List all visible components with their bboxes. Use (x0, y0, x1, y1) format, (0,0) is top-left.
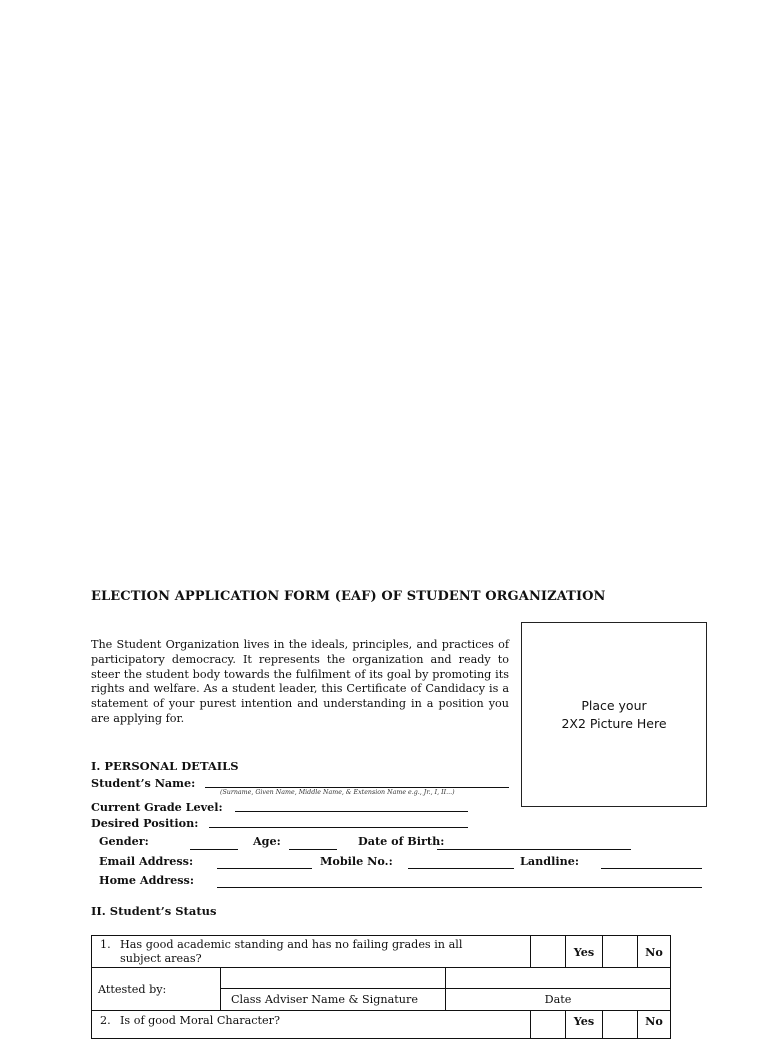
yes-label-1: Yes (566, 936, 603, 968)
status-question-1: 1. Has good academic standing and has no failing grades in all subject areas? (92, 936, 531, 968)
student-name-hint: (Surname, Given Name, Middle Name, & Extension Name e.g., Jr., I, II...) (220, 789, 455, 796)
mobile-field[interactable] (408, 868, 514, 869)
photo-placeholder-line2: 2X2 Picture Here (561, 715, 667, 731)
age-field[interactable] (289, 849, 337, 850)
personal-details-heading: I. PERSONAL DETAILS (91, 759, 239, 773)
no-checkbox-1[interactable] (603, 936, 638, 968)
dob-field[interactable] (437, 849, 631, 850)
yes-checkbox-1[interactable] (531, 936, 566, 968)
landline-field[interactable] (601, 868, 702, 869)
age-label: Age: (253, 834, 281, 848)
gender-field[interactable] (190, 849, 238, 850)
dob-label: Date of Birth: (358, 834, 445, 848)
date-label: Date (446, 989, 671, 1011)
email-label: Email Address: (99, 854, 194, 868)
grade-level-field[interactable] (235, 811, 468, 812)
no-checkbox-2[interactable] (603, 1011, 638, 1039)
student-status-heading: II. Student’s Status (91, 904, 217, 918)
photo-placeholder-line1: Place your (581, 697, 647, 713)
intro-paragraph: The Student Organization lives in the ideals, principles, and practices of participatory democracy. It represents the organization and ready to steer the student body towards the fulfilment of its goal by promoting its rights and welfare. As a student leader, this Certificate of Candidacy is a statement of your purest intention and understanding in a position you are applying for. (91, 638, 509, 725)
student-name-field[interactable] (205, 787, 509, 788)
desired-position-label: Desired Position: (91, 816, 199, 830)
no-label-1: No (638, 936, 671, 968)
email-field[interactable] (217, 868, 312, 869)
attested-by-label: Attested by: (92, 968, 221, 1011)
form-title: ELECTION APPLICATION FORM (EAF) OF STUDENT ORGANIZATION (91, 589, 606, 604)
yes-checkbox-2[interactable] (531, 1011, 566, 1039)
table-row (92, 968, 671, 989)
table-row (92, 936, 671, 968)
yes-label-2: Yes (566, 1011, 603, 1039)
adviser-label: Class Adviser Name & Signature (221, 989, 446, 1011)
adviser-signature-cell[interactable] (221, 968, 446, 989)
photo-placeholder-box (521, 622, 707, 807)
no-label-2: No (638, 1011, 671, 1039)
gender-label: Gender: (99, 834, 149, 848)
table-row (92, 1011, 671, 1039)
student-name-label: Student’s Name: (91, 776, 196, 790)
landline-label: Landline: (520, 854, 579, 868)
grade-level-label: Current Grade Level: (91, 800, 223, 814)
desired-position-field[interactable] (209, 827, 468, 828)
home-address-label: Home Address: (99, 873, 194, 887)
student-status-table (91, 935, 671, 1039)
mobile-label: Mobile No.: (320, 854, 393, 868)
home-address-field[interactable] (217, 887, 702, 888)
status-question-2: 2. Is of good Moral Character? (92, 1011, 531, 1039)
date-cell[interactable] (446, 968, 671, 989)
